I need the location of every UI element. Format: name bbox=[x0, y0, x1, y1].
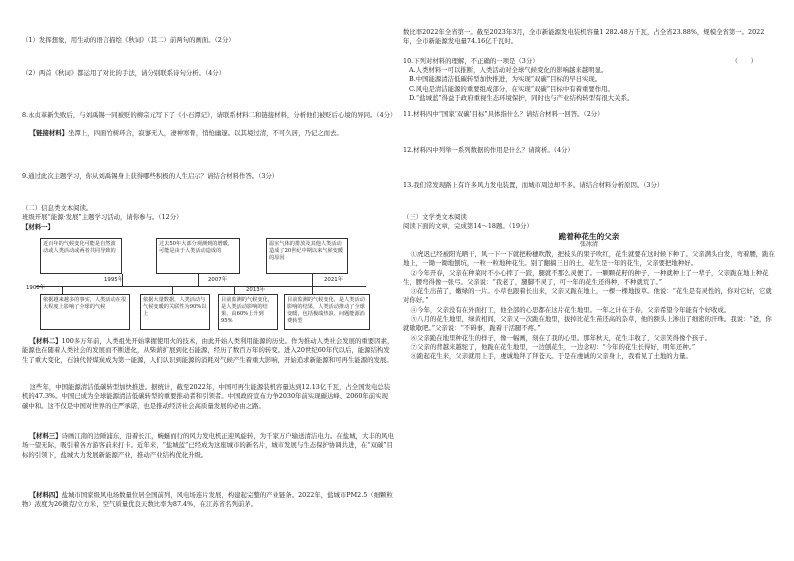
question-2: （2）两首《秋词》都运用了对比的手法，请分别联系诗句分析。（4分） bbox=[22, 69, 226, 77]
connector bbox=[312, 274, 313, 286]
material-2 bbox=[22, 337, 394, 365]
link-material bbox=[22, 129, 394, 138]
question-10-text: 10.下列对材料的理解，不正确的一项是（3分） bbox=[403, 57, 539, 65]
story-paragraph: ⑥父亲跪在地里种花生的样子，像一幅画，刻在了我的心里。那年秋天，花生丰收了，父亲笑得像个孩子。 bbox=[410, 333, 712, 342]
section-3-title: （三）文学类文本阅读 bbox=[403, 213, 467, 221]
timeline-box-bottom-1: 依据越来越多的事实，人类活动在很大程度上影响了全球的气候 bbox=[40, 294, 130, 330]
timeline-box-top-2: 过去50年大部分观测到的增暖，可能是由于人类活动造成的 bbox=[156, 238, 240, 274]
question-9: 9.通过此次主题学习，你从刘禹锡身上获得哪些积极的人生启示？请结合材料作答。（3分） bbox=[22, 172, 279, 180]
material-2-label: 【材料二】 bbox=[29, 337, 62, 345]
material-1-label: 【材料一】 bbox=[22, 223, 54, 231]
link-material-text: 坐潭上，四面竹树环合，寂寥无人，凄神寒骨，悄怆幽邃。以其境过清，不可久居，乃记之而去。 bbox=[68, 129, 343, 137]
connector bbox=[172, 286, 173, 294]
timeline-axis bbox=[36, 286, 366, 287]
question-13: 13.我们常发现路上有许多风力发电装置，而城市周边却不多。请结合材料分析原因。（3分） bbox=[403, 181, 664, 189]
timeline-box-bottom-4: 目前监测的气候变化，是人类活动影响的结果，人类活动推动了全球变暖，包括极端热浪、问题能源消费转型 bbox=[284, 294, 370, 330]
story-author: 张冰清 bbox=[579, 241, 598, 248]
option-a: A.人类材料一可以推断，人类活动对全球气候变化的影响越来越明显。 bbox=[409, 66, 608, 74]
answer-bracket: （ ） bbox=[731, 57, 757, 65]
timeline-box-top-1: 近百年的气候变化可能是自然波动或人类活动或两者共同导致的 bbox=[40, 238, 122, 274]
connector bbox=[62, 286, 63, 294]
material-3-text: 诗画江南的边陲浦东，沿着长江，蜿蜒而行的风力发电机正迎风旋转，为千家万户输送清洁电力。在盐城，大丰的风电场一望无际，吸引着各方游客前来打卡。近年来，“盐城蓝”已经成为这座城市的新名片，城市发展与生态保护协调共进，在“双碳”目标的引领下，盐城大力发展新能源产业，推动产业结构优化升级。 bbox=[22, 432, 394, 459]
question-1: （1）发挥想象，用生动的语言描绘《秋词》（其二）前两句的画面。（2分） bbox=[22, 36, 235, 44]
section-2-title: （二）信息类文本阅读。 bbox=[22, 204, 93, 212]
story-title: 跪着种花生的父亲 bbox=[558, 232, 620, 241]
year-label: 1900年 bbox=[26, 285, 46, 291]
section-3-intro: 阅读下面的文章，完成第14～18题。（19分） bbox=[403, 222, 533, 230]
question-11: 11.材料四中“国家‘双碳’目标”具体指什么？请结合材料一回答。（2分） bbox=[403, 110, 604, 118]
connector bbox=[234, 286, 235, 294]
material-2-text: 100多万年前，人类祖先开始掌握使用火的技术，由此开始人类利用能源的历史。作为推动人类社会发展的重要因素，能源也在随着人类社会的发展而不断进化，从柴薪扩展到化石能源，经历了数百万年的转变。进入20世纪60年代以后，能源结构发生了重大变化，石油代替煤炭成为第一能源，人们认识到能源的消耗对气候产生着重大影响，开始追求新能源和可再生能源的发展。 bbox=[22, 337, 394, 364]
story-paragraph: ④今年，父亲没有在外面打工，他全部的心思都在这片花生地里。一年之计在于春，父亲希望今年能有个好收成。 bbox=[410, 305, 731, 314]
story-paragraph: ⑦父亲的背越来越驼了，他跪在花生地里，一边刨花生，一边念叨：“今年的花生长得好，明年还种。” bbox=[410, 342, 696, 351]
link-material-label: 【链接材料】 bbox=[29, 129, 69, 137]
option-c: C.风电是清洁能源的重要组成部分，在实现“双碳”目标中有着重要作用。 bbox=[409, 84, 614, 93]
connector bbox=[312, 286, 313, 294]
material-4-continued: 数比率2022年全省第一。截至2023年3月，全市新能源发电装机容量1 282.48万千瓦，占全省23.88%，规模全省第一。2022年，全市新能源发电量74.16亿千瓦时。 bbox=[403, 28, 765, 46]
connector bbox=[198, 274, 199, 286]
year-label: 2007年 bbox=[208, 277, 228, 283]
question-10-options bbox=[403, 66, 775, 103]
question-8: 8.永贞革新失败后，与刘禹锡一同被贬的柳宗元写下了《小石潭记》，请联系材料二和链接材料，分析他们被贬后心境的异同。（4分） bbox=[22, 111, 397, 119]
story-paragraph: ①虎迟已经被阳光晒干，风一下一下就把粉穗吹散，把枝头的果子吹红，花生就要在这时候下种了。父亲满头白发，弯着腰，跪在地上，一锄一锄地刨坑，一粒一粒地种花生。别了翻搞三日的土，花生是一年的花生，父亲要把地种好。 bbox=[403, 250, 775, 268]
climate-timeline bbox=[22, 233, 394, 333]
timeline-box-bottom-3: 目前监测的气候变化，是人类活动影响的结果，由60%上升到95% bbox=[218, 294, 278, 330]
material-3-label: 【材料三】 bbox=[29, 432, 62, 440]
year-label: 2021年 bbox=[324, 277, 344, 283]
story-paragraph: ⑧跪起花生来，父亲就用上手，虔诚地拜了拜苍天。于是在虔诚的父亲身上，我看见了土地的力量。 bbox=[410, 352, 692, 361]
material-4-text: 盐城市国家级风电场数量位居全国前列，风电场连片发展，构建起完整的产业链条。2022年，盐城市PM2.5（细颗粒物）浓度为26微克/立方米，空气质量优良天数比率为87.4%，在江苏省名列前茅。 bbox=[22, 491, 393, 509]
material-4 bbox=[22, 491, 394, 510]
material-2-text2: 这些年，中国能源清洁低碳转型加快推进。据统计，截至2022年，中国可再生能源装机容量达到12.13亿千瓦，占全国发电总装机的47.3%。中国已成为全球能源清洁低碳转型的重要推动者和引领者。中国政府宣布力争2030年前实现碳达峰、2060年前实现碳中和。这不仅是中国对世界的庄严承诺，也是推动经济社会高质量发展的必由之路。 bbox=[22, 383, 391, 410]
story-paragraph: ③花生出苗了，嫩绿的一片。小草也跟着长出来，父亲又跪在地上，一棵一棵地拔草。他说：“花生是有灵性的，你对它好，它就对你好。” bbox=[403, 287, 772, 305]
option-b: B.中国能源清洁低碳转型加快推进，为实现“双碳”目标的早日实现。 bbox=[409, 75, 602, 84]
story-paragraph: ⑤八月的花生地里，绿黄相间，父亲又一次跪在地里，拔掉比花生苗还高的杂草，他的额头上渗出了细密的汗珠。我说：“爸，你就歇歇吧。”父亲说：“不碍事，跪着干活腿不疼。” bbox=[403, 314, 772, 333]
story-body bbox=[403, 250, 775, 361]
timeline-box-top-3: 温室气体的排放及其他人类活动造成了20世纪中期以来气候变暖的原因 bbox=[266, 238, 348, 274]
question-10 bbox=[403, 57, 775, 66]
story-paragraph: ②今年开春，父亲在种菜时不小心摔了一跤，腿就不那么灵便了。一颗颗花籽的种子，一种就种上了一辈子，父亲跪在地上种花生，腰弯得像一张弓。父亲说：“我老了，腿脚不灵了，可一年的花生还得种，不种就荒了。” bbox=[403, 268, 769, 286]
timeline-box-bottom-2: 依据大量数据，人类活动与气候变暖的关联性为90%以上 bbox=[140, 294, 210, 330]
year-label: 1995年 bbox=[104, 277, 124, 283]
material-3 bbox=[22, 432, 394, 460]
section-2-intro: 班级开展“能源·发展”主题学习活动，请你参与。（12分） bbox=[22, 213, 183, 221]
material-4-label: 【材料四】 bbox=[29, 491, 62, 499]
year-label: 2013年 bbox=[246, 287, 266, 293]
option-d: D.“盐城蓝”得益于政府重视生态环境保护，同时也与产业结构转型有很大关系。 bbox=[409, 93, 634, 102]
question-12: 12.材料四中列举一系列数据的作用是什么？请简析。（4分） bbox=[403, 146, 574, 154]
